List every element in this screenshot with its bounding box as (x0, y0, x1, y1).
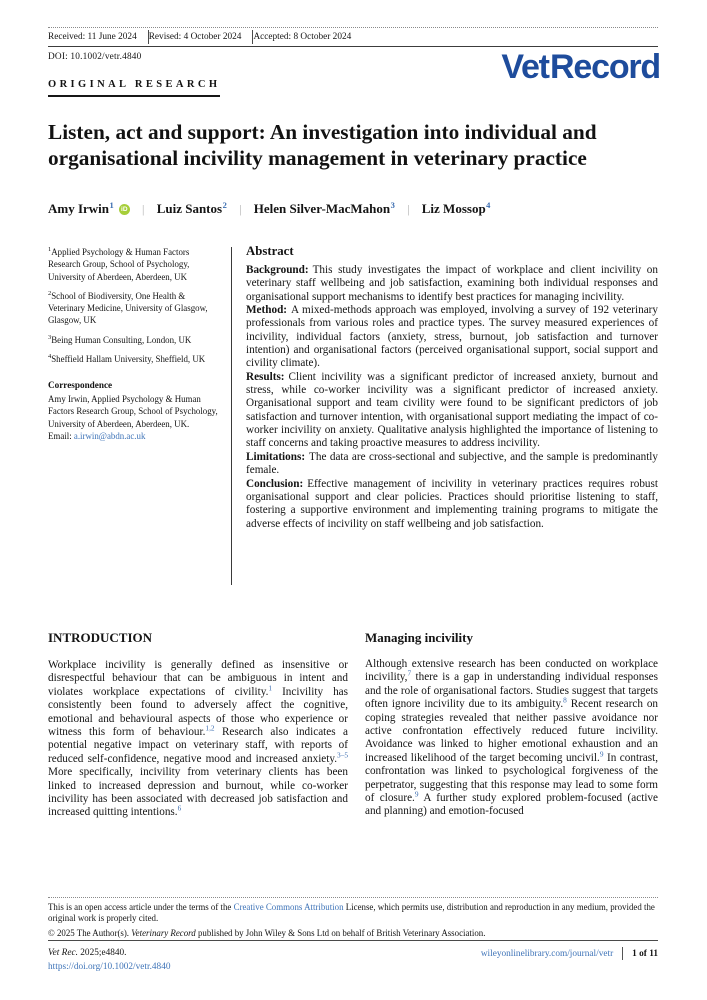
author-separator: | (407, 202, 410, 217)
abstract-text: This study investigates the impact of workplace and client incivility on veterinary staff wellbeing and job satisfaction, examining both individual responses and organisational support mechanisms to identify best practices for managing incivility. (246, 264, 658, 303)
copyright-line: © 2025 The Author(s). Veterinary Record published by John Wiley & Sons Ltd on behalf of British Veterinary Association. (48, 927, 486, 938)
abstract-text: A mixed-methods approach was employed, involving a survey of 192 veterinary professionals from various roles and practice types. The survey measured experiences of incivility, individual factors (anxiety, stress, burnout, job satisfaction and turnover intention) and organisational factors (perceived organisational support, social support and civility climate). (246, 304, 658, 370)
affiliation-text: School of Biodiversity, One Health & Veterinary Medicine, University of Glasgow, Glasgow, UK (48, 290, 208, 326)
author-luiz-santos (157, 201, 227, 216)
reference-superscript[interactable]: 6 (177, 803, 182, 813)
article-type-label: ORIGINAL RESEARCH (48, 79, 220, 97)
affiliation-text: Applied Psychology & Human Factors Research Group, School of Psychology, University of Aberdeen, Aberdeen, UK (48, 247, 190, 282)
doi-link[interactable]: https://doi.org/10.1002/vetr.4840 (48, 961, 171, 972)
section-heading-managing-incivility: Managing incivility (365, 630, 473, 645)
citation-block (48, 947, 171, 975)
abstract-text: The data are cross-sectional and subjective, and the sample is predominantly female. (246, 450, 658, 477)
affiliation-sup: 1 (48, 246, 52, 254)
author-name: Liz Mossop (421, 201, 486, 217)
abstract-results (246, 371, 658, 451)
abstract-label: Conclusion: (246, 477, 304, 490)
abstract-divider-rule (231, 247, 232, 585)
author-name: Helen Silver-MacMahon (253, 201, 391, 217)
body-column-left (48, 630, 348, 820)
affiliation-sup: 2 (48, 289, 52, 297)
abstract-label: Results: (246, 370, 285, 383)
affiliations-column (48, 246, 224, 442)
abstract-heading: Abstract (246, 244, 294, 258)
abstract-conclusion (246, 478, 658, 531)
correspondence-heading: Correspondence (48, 380, 113, 391)
author-name: Amy Irwin (48, 201, 110, 217)
abstract-background (246, 264, 658, 304)
abstract-text: Client incivility was a significant predictor of increased anxiety, burnout and stress, while co-worker incivility was a significant predictor of increased anxiety. Organisational support and team civility were found to be significant predictors of job satisfaction and turnover intention, with organisational support mediating the impact of co-worker incivility on anxiety. Qualitative analysis highlighted the importance of listening to staff concerns and taking proactive measures to address incivility. (246, 370, 658, 450)
page-number: 1 of 11 (632, 948, 658, 959)
affiliation-text: Sheffield Hallam University, Sheffield, UK (51, 353, 206, 364)
journal-logo: Vet Record (501, 48, 660, 86)
page-divider (622, 947, 623, 960)
abstract-text: Effective management of incivility in veterinary practices requires robust organisational support and clear policies. Practices should prioritise listening to staff, fostering a supportive environment and implementing training programs to mitigate the adverse effects of incivility on staff wellbeing and job satisfaction. (246, 477, 658, 530)
abstract-section (246, 244, 658, 531)
email-link[interactable]: a.irwin@abdn.ac.uk (73, 430, 146, 441)
reference-superscript[interactable]: 3–5 (337, 750, 348, 760)
author-amy-irwin (48, 201, 130, 216)
author-helen-silver-macmahon (254, 201, 395, 216)
paper-title: Listen, act and support: An investigation into individual and organisational incivility management in veterinary practice (48, 120, 597, 171)
affiliation-item (48, 353, 224, 365)
managing-paragraph: Although extensive research has been conducted on workplace incivility,$^7$ there is a gap in understanding individual responses and the role of organisational factors. Studies suggest that targets often ignore incivility due to its ambiguity.$^8$ Recent research on coping strategies revealed that neither passive avoidance nor active confrontation effectively reduced future incivility. Avoidance was linked to higher emotional exhaustion and an increased likelihood of the target becoming uncivil.$^9$ In contrast, confrontation was linked to psychological forgiveness of the perpetrator, suggesting that this response may lead to some form of closure.$^9$ A further study explored problem-focused (active and planning) and emotion-focused (365, 658, 659, 818)
dates-bar (48, 27, 658, 47)
journal-page-block (481, 947, 658, 960)
accepted-date: Accepted: 8 October 2024 (253, 32, 352, 42)
reference-superscript[interactable]: 8 (563, 695, 567, 705)
abstract-label: Method: (246, 304, 288, 317)
abstract-label: Background: (246, 264, 309, 276)
reference-superscript[interactable]: 1 (268, 683, 273, 693)
intro-paragraph: Workplace incivility is generally defined as insensitive or disrespectful behaviour that can be ambiguous in intent and violates workplace expectations of civility.$^1$ Incivility has consistently been found to adversely affect the cognitive, emotional and behavioural aspects of those who experience or witness this form of behaviour.$^{1,2}$ Research also indicates a potential negative impact on veterinary staff, with reports of reduced self-confidence, negative mood and increased anxiety.$^{3-5}$ More specifically, incivility from veterinary clients has been linked to increased depression and burnout, while co-worker incivility has been associated with decreased job satisfaction and increased quitting intentions.$^6$ (48, 659, 348, 819)
affiliation-sup: 3 (48, 333, 52, 341)
author-affiliation-sup: 1 (109, 200, 114, 210)
author-list (48, 200, 490, 217)
email-label: Email: (48, 430, 74, 441)
reference-superscript[interactable]: 9 (599, 749, 604, 759)
affiliation-sup: 4 (48, 353, 52, 360)
author-name: Luiz Santos (156, 201, 223, 217)
doi-label: DOI: 10.1002/vetr.4840 (48, 52, 142, 62)
reference-superscript[interactable]: 1,2 (205, 723, 215, 733)
open-access-notice: This is an open access article under the terms of the Creative Commons Attribution License, which permits use, distribution and reproduction in any medium, provided the original work is properly cited. (48, 902, 655, 924)
abstract-limitations (246, 451, 658, 478)
author-affiliation-sup: 3 (390, 200, 395, 210)
reference-superscript[interactable]: 7 (407, 668, 412, 678)
abstract-method (246, 304, 658, 371)
author-separator: | (239, 202, 242, 217)
bottom-bar (48, 940, 658, 975)
journal-url-link[interactable]: wileyonlinelibrary.com/journal/vetr (480, 948, 614, 959)
affiliation-item (48, 246, 224, 283)
author-separator: | (142, 202, 145, 217)
affiliation-item (48, 334, 224, 346)
author-affiliation-sup: 2 (222, 200, 227, 210)
affiliation-item (48, 290, 224, 327)
footer-notices (48, 897, 658, 939)
correspondence-text: Amy Irwin, Applied Psychology & Human Factors Research Group, School of Psychology, University of Aberdeen, Aberdeen, UK. (48, 393, 218, 429)
correspondence-email-line (48, 430, 224, 442)
body-column-right (365, 630, 658, 820)
orcid-icon[interactable]: iD (119, 204, 130, 215)
body-columns (48, 630, 658, 820)
received-date: Received: 11 June 2024 (48, 32, 137, 42)
abstract-label: Limitations: (246, 450, 306, 463)
author-liz-mossop (422, 201, 491, 216)
citation-info: Vet Rec. 2025;e4840. (48, 948, 127, 958)
section-heading-introduction: INTRODUCTION (48, 630, 153, 645)
reference-superscript[interactable]: 9 (414, 789, 419, 799)
affiliation-text: Being Human Consulting, London, UK (51, 334, 192, 345)
revised-date: Revised: 4 October 2024 (148, 32, 242, 42)
author-affiliation-sup: 4 (486, 200, 491, 210)
cc-license-link[interactable]: Creative Commons Attribution (233, 902, 344, 912)
